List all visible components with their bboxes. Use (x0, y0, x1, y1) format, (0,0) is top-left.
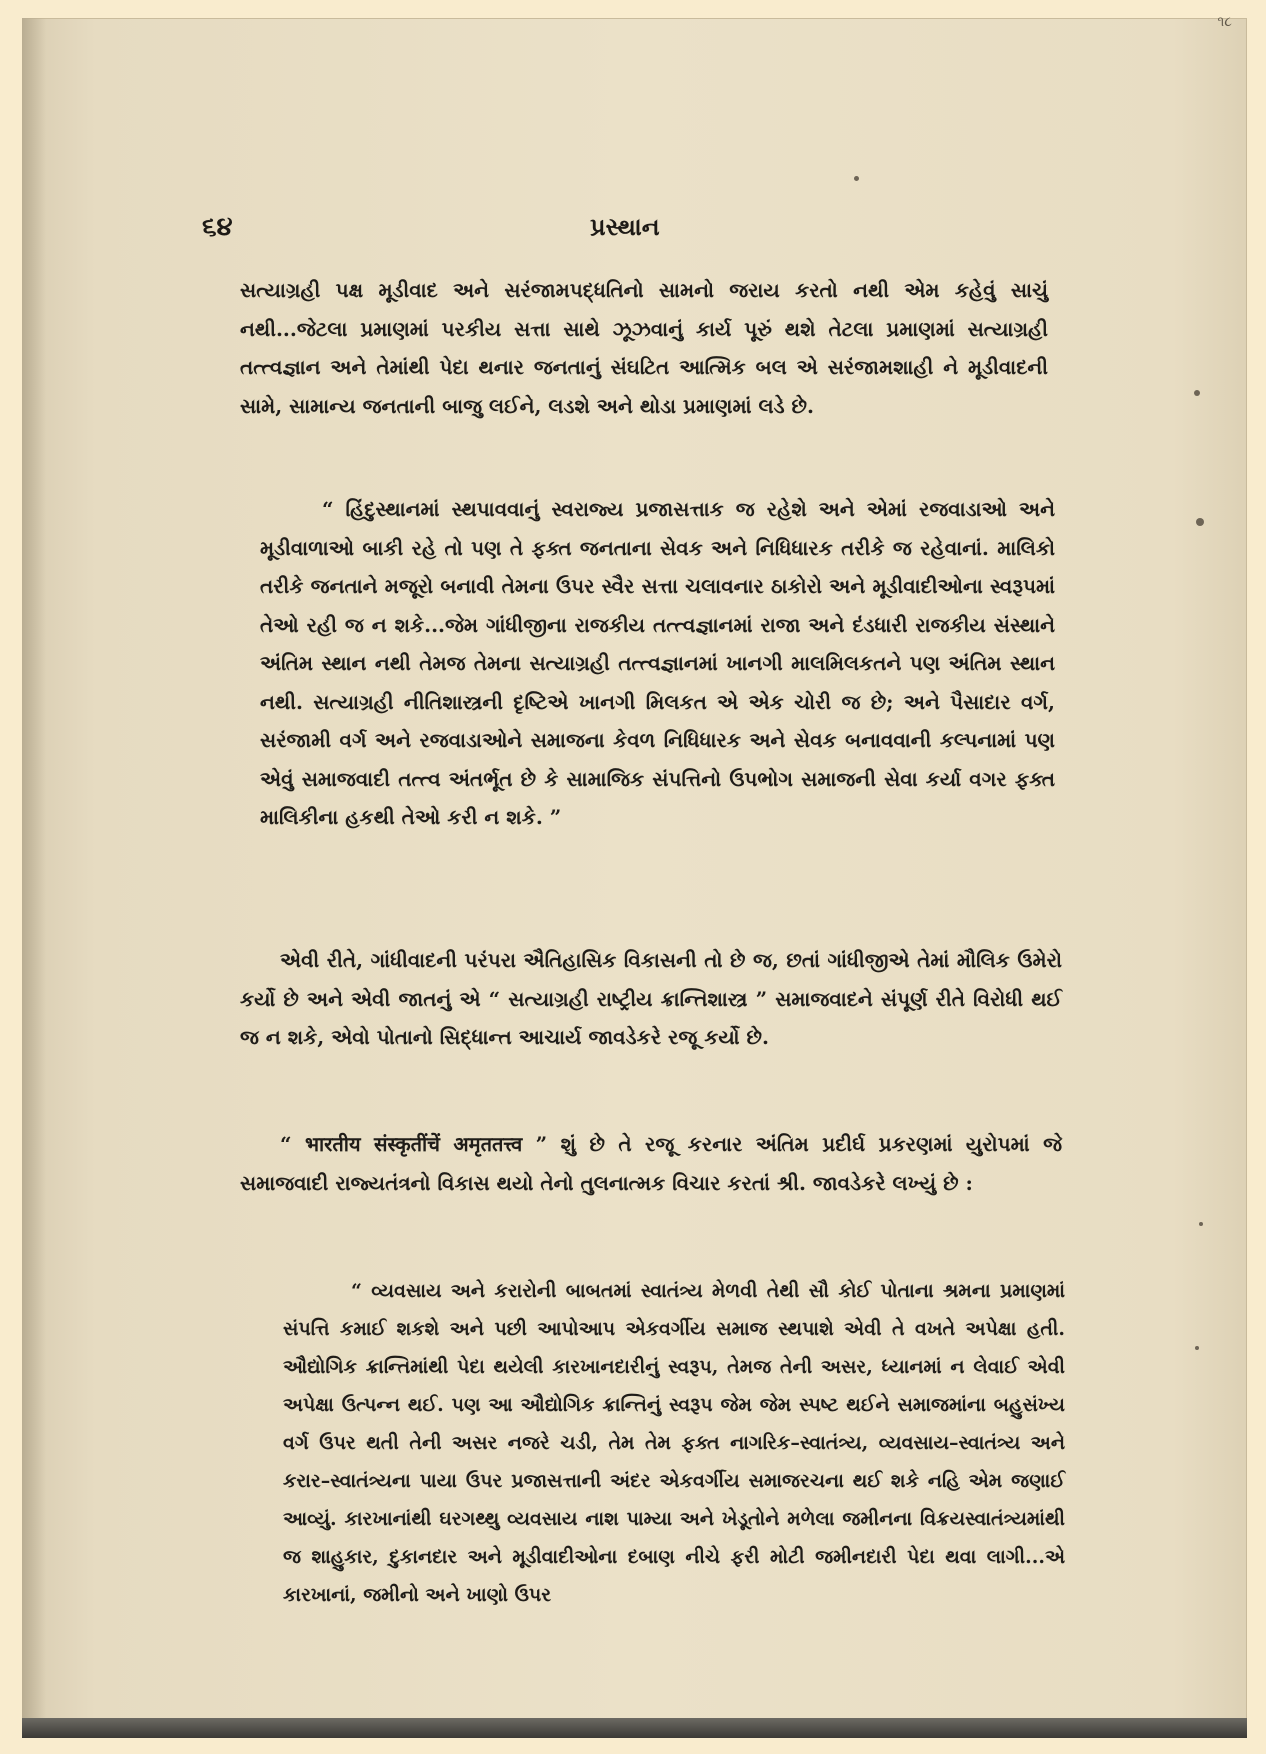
paper-speck (1196, 518, 1204, 526)
running-header-title: પ્રસ્થાન (590, 212, 660, 241)
paragraph-2: એવી રીતે, ગાંધીવાદની પરંપરા ઐતિહાસિક વિકાસની તો છે જ, છતાં ગાંધીજીએ તેમાં મૌલિક ઉમેરો કર્યો છે અને એવી જાતનું એ “ સત્યાગ્રહી રાષ્ટ્રીય ક્રાન્તિશાસ્ત્ર ” સમાજવાદને સંપૂર્ણ રીતે વિરોધી થઈ જ ન શકે, એવો પોતાનો સિદ્ધાન્ત આચાર્ય જાવડેકરે રજૂ કર્યો છે. (240, 948, 1062, 1049)
page-gutter-shadow (22, 18, 46, 1738)
paragraph-3: “ भारतीय संस्कृतींचें अमृततत्त्व ” શું છે તે રજૂ કરનાર અંતિમ પ્રદીર્ઘ પ્રકરણમાં યુરોપમાં જે સમાજવાદી રાજ્યતંત્રનો વિકાસ થયો તેનો તુલનાત્મક વિચાર કરતાં શ્રી. જાવડેકરે લખ્યું છે : (240, 1132, 1062, 1195)
paragraph-1: સત્યાગ્રહી પક્ષ મૂડીવાદ અને સરંજામપદ્ધતિનો સામનો જરાય કરતો નથી એમ કહેવું સાચું નથી...જેટલા પ્રમાણમાં પરકીય સત્તા સાથે ઝૂઝવાનું કાર્ય પૂરું થશે તેટલા પ્રમાણમાં સત્યાગ્રહી તત્ત્વજ્ઞાન અને તેમાંથી પેદા થનાર જનતાનું સંઘટિત આત્મિક બલ એ સરંજામશાહી ને મૂડીવાદની સામે, સામાન્ય જનતાની બાજુ લઈને, લડશે અને થોડા પ્રમાણમાં લડે છે. (240, 278, 1048, 418)
paper-speck (854, 176, 859, 181)
quote-paragraph-1: “ હિંદુસ્થાનમાં સ્થપાવવાનું સ્વરાજ્ય પ્રજાસત્તાક જ રહેશે અને એમાં રજવાડાઓ અને મૂડીવાળાઓ બાકી રહે તો પણ તે ફક્ત જનતાના સેવક અને નિધિધારક તરીકે જ રહેવાનાં. માલિકો તરીકે જનતાને મજૂરો બનાવી તેમના ઉપર સ્વૈર સત્તા ચલાવનાર ઠાકોરો અને મૂડીવાદીઓના સ્વરૂપમાં તેઓ રહી જ ન શકે...જેમ ગાંધીજીના રાજકીય તત્ત્વજ્ઞાનમાં રાજા અને દંડધારી રાજકીય સંસ્થાને અંતિમ સ્થાન નથી તેમજ તેમના સત્યાગ્રહી તત્ત્વજ્ઞાનમાં ખાનગી માલમિલકતને પણ અંતિમ સ્થાન નથી. સત્યાગ્રહી નીતિશાસ્ત્રની દૃષ્ટિએ ખાનગી મિલકત એ એક ચોરી જ છે; અને પૈસાદાર વર્ગ, સરંજામી વર્ગ અને રજવાડાઓને સમાજના કેવળ નિધિધારક અને સેવક બનાવવાની કલ્પનામાં પણ એવું સમાજવાદી તત્ત્વ અંતર્ભૂત છે કે સામાજિક સંપત્તિનો ઉપભોગ સમાજની સેવા કર્યા વગર ફક્ત માલિકીના હકથી તેઓ કરી ન શકે. ” (260, 497, 1055, 829)
page-number: ૬૪ (202, 212, 233, 242)
page-bottom-edge (22, 1718, 1247, 1738)
paper-speck (1194, 390, 1200, 396)
corner-mark: ૧૮ (1217, 14, 1232, 30)
paper-speck (1199, 1222, 1203, 1226)
quote-paragraph-2: “ વ્યવસાય અને કરારોની બાબતમાં સ્વાતંત્ર્ય મેળવી તેથી સૌ કોઈ પોતાના શ્રમના પ્રમાણમાં સંપત્તિ કમાઈ શકશે અને પછી આપોઆપ એકવર્ગીય સમાજ સ્થપાશે એવી તે વખતે અપેક્ષા હતી. ઔદ્યોગિક ક્રાન્તિમાંથી પેદા થયેલી કારખાનદારીનું સ્વરૂપ, તેમજ તેની અસર, ધ્યાનમાં ન લેવાઈ એવી અપેક્ષા ઉત્પન્ન થઈ. પણ આ ઔદ્યોગિક ક્રાન્તિનું સ્વરૂપ જેમ જેમ સ્પષ્ટ થઈને સમાજમાંના બહુસંખ્ય વર્ગ ઉપર થતી તેની અસર નજરે ચડી, તેમ તેમ ફક્ત નાગરિક–સ્વાતંત્ર્ય, વ્યવસાય–સ્વાતંત્ર્ય અને કરાર–સ્વાતંત્ર્યના પાયા ઉપર પ્રજાસત્તાની અંદર એકવર્ગીય સમાજરચના થઈ શકે નહિ એમ જણાઈ આવ્યું. કારખાનાંથી ઘરગથ્થુ વ્યવસાય નાશ પામ્યા અને ખેડૂતોને મળેલા જમીનના વિક્રયસ્વાતંત્ર્યમાંથી જ શાહુકાર, દુકાનદાર અને મૂડીવાદીઓના દબાણ નીચે ફરી મોટી જમીનદારી પેદા થવા લાગી...એ કારખાનાં, જમીનો અને ખાણો ઉપર (283, 1280, 1065, 1606)
paper-speck (1195, 1346, 1199, 1350)
